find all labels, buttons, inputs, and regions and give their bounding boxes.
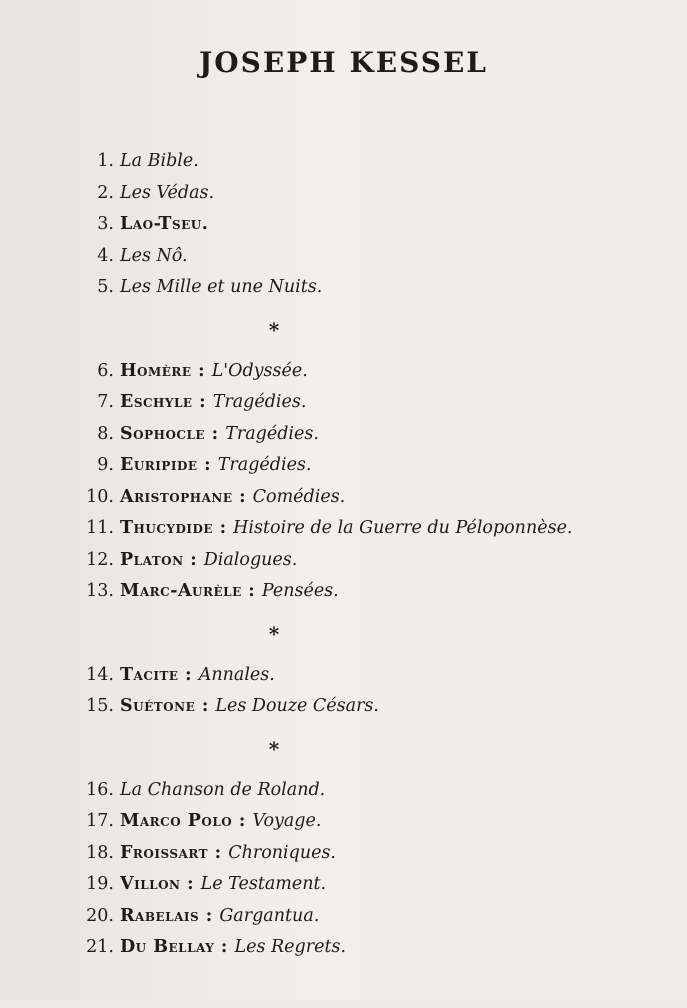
list-item [74,691,674,723]
list-item [74,178,674,210]
item-number: 17. [86,811,114,831]
list-item [74,513,674,545]
item-work: Comédies. [252,486,346,507]
item-work: Les Regrets. [234,937,347,957]
item-author: Marco Polo : [120,811,253,831]
item-number: 7. [97,392,114,412]
item-number: 12. [86,549,114,570]
list-item [74,545,674,577]
reading-list [74,146,674,964]
item-author: Platon : [120,549,204,570]
item-author: Homère : [120,360,212,381]
item-number: 1. [97,151,114,171]
item-author: Du Bellay : [120,937,235,957]
item-work: Tragédies. [225,423,319,444]
item-work: L'Odyssée. [211,360,308,381]
list-item [74,482,674,514]
list-item [74,838,674,870]
list-item [74,806,674,838]
item-work: Chroniques. [228,842,336,863]
item-number: 4. [97,245,114,266]
item-work: Les Védas. [120,182,215,203]
list-item [74,775,674,807]
item-work: Les Nô. [120,245,188,266]
item-number: 2. [97,182,114,203]
item-author: Lao-Tseu. [120,214,209,234]
list-item [74,387,674,419]
item-work: Le Testament. [200,874,327,894]
item-work: Les Mille et une Nuits. [120,277,323,297]
item-number: 19. [86,874,114,894]
item-author: Aristophane : [120,486,253,507]
item-work: Voyage. [252,811,322,831]
item-author: Sophocle : [120,423,226,444]
item-author: Suétone : [120,696,216,716]
item-author: Tacite : [120,664,199,685]
list-item [74,932,674,964]
list-item [74,272,674,304]
item-work: La Chanson de Roland. [120,779,326,800]
item-work: La Bible. [120,151,199,171]
list-item [74,869,674,901]
item-number: 11. [86,518,114,538]
item-number: 3. [97,214,114,234]
list-item [74,576,674,608]
item-work: Les Douze Césars. [215,696,379,716]
item-work: Pensées. [261,581,339,601]
item-work: Gargantua. [219,905,320,926]
item-number: 10. [86,486,114,507]
section-separator: * [268,621,280,646]
item-work: Annales. [198,664,275,685]
page-title: JOSEPH KESSEL [199,46,488,79]
item-number: 15. [86,696,114,716]
item-author: Thucydide : [120,518,234,538]
item-number: 16. [86,779,114,800]
item-number: 18. [86,842,114,863]
item-number: 8. [97,423,114,444]
list-item [74,660,674,692]
list-item [74,241,674,273]
item-number: 6. [97,360,114,381]
item-number: 21. [86,937,114,957]
item-number: 20. [86,905,114,926]
item-author: Eschyle : [120,392,213,412]
list-item [74,209,674,241]
item-number: 5. [97,277,114,297]
item-author: Villon : [120,874,201,894]
list-item [74,356,674,388]
item-work: Histoire de la Guerre du Péloponnèse. [233,518,573,538]
section-separator: * [268,317,280,342]
list-item [74,450,674,482]
item-number: 14. [86,664,114,685]
item-author: Rabelais : [120,905,220,926]
list-item [74,901,674,933]
item-author: Euripide : [120,455,218,475]
item-work: Tragédies. [217,455,312,475]
item-work: Dialogues. [203,549,298,570]
item-author: Froissart : [120,842,229,863]
list-item [74,419,674,451]
item-number: 13. [86,581,114,601]
item-number: 9. [97,455,114,475]
item-work: Tragédies. [212,392,307,412]
list-item [74,146,674,178]
item-author: Marc-Aurèle : [120,581,262,601]
section-separator: * [268,736,280,761]
